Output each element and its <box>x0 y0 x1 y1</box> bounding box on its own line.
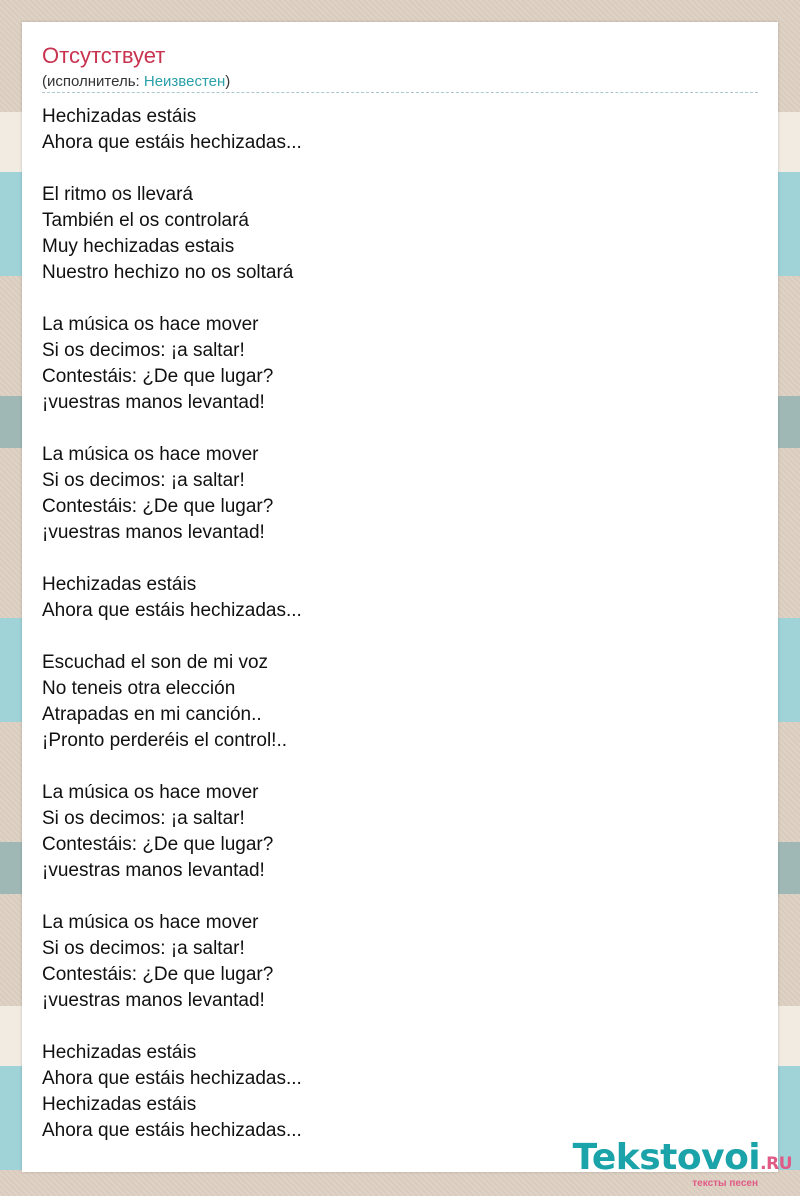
logo-tld: .RU <box>760 1154 792 1174</box>
lyric-line: Hechizadas estáis <box>42 574 197 595</box>
lyrics-body <box>42 104 742 1144</box>
lyric-line: Muy hechizadas estais <box>42 236 235 257</box>
title-divider <box>42 92 758 93</box>
lyric-line: También el os controlará <box>42 210 249 231</box>
lyric-line: Atrapadas en mi canción.. <box>42 704 262 725</box>
lyric-line: Contestáis: ¿De que lugar? <box>42 496 274 517</box>
lyric-line <box>42 624 742 650</box>
lyric-line <box>42 884 742 910</box>
artist-link[interactable]: Неизвестен <box>143 73 226 90</box>
logo-wordmark <box>572 1137 792 1182</box>
lyric-line <box>42 546 742 572</box>
lyric-line <box>42 286 742 312</box>
lyric-line: No teneis otra elección <box>42 678 236 699</box>
logo-tagline: тексты песен <box>692 1178 758 1189</box>
artist-suffix: ) <box>225 73 231 90</box>
lyric-line: La música os hace mover <box>42 314 259 335</box>
lyric-line: Hechizadas estáis <box>42 1094 197 1115</box>
lyric-line: ¡vuestras manos levantad! <box>42 860 265 881</box>
lyric-line: Si os decimos: ¡a saltar! <box>42 938 245 959</box>
lyric-line: Contestáis: ¿De que lugar? <box>42 834 274 855</box>
lyric-line: Ahora que estáis hechizadas... <box>42 1068 302 1089</box>
song-title: Отсутствует <box>42 43 166 68</box>
lyric-line: Si os decimos: ¡a saltar! <box>42 340 245 361</box>
lyric-line: Escuchad el son de mi voz <box>42 652 269 673</box>
lyric-line: La música os hace mover <box>42 782 259 803</box>
lyric-line: Hechizadas estáis <box>42 1042 197 1063</box>
lyric-line: Si os decimos: ¡a saltar! <box>42 470 245 491</box>
lyric-line: Hechizadas estáis <box>42 106 197 127</box>
lyric-line: ¡Pronto perderéis el control!.. <box>42 730 288 751</box>
lyric-line: Contestáis: ¿De que lugar? <box>42 366 274 387</box>
lyrics-card <box>22 22 778 1172</box>
lyric-line: La música os hace mover <box>42 912 259 933</box>
site-logo[interactable] <box>572 1137 792 1190</box>
lyric-line: La música os hace mover <box>42 444 259 465</box>
lyric-line: ¡vuestras manos levantad! <box>42 522 265 543</box>
lyric-line <box>42 754 742 780</box>
lyric-line <box>42 1014 742 1040</box>
artist-line <box>42 73 230 91</box>
lyric-line: ¡vuestras manos levantad! <box>42 990 265 1011</box>
lyric-line: El ritmo os llevará <box>42 184 193 205</box>
lyric-line: Ahora que estáis hechizadas... <box>42 1120 302 1141</box>
lyric-line: Contestáis: ¿De que lugar? <box>42 964 274 985</box>
lyric-line <box>42 156 742 182</box>
lyric-line: Ahora que estáis hechizadas... <box>42 132 302 153</box>
artist-prefix: (исполнитель: <box>42 73 144 90</box>
lyric-line: Nuestro hechizo no os soltará <box>42 262 294 283</box>
lyric-line <box>42 416 742 442</box>
lyric-line: ¡vuestras manos levantad! <box>42 392 265 413</box>
lyric-line: Ahora que estáis hechizadas... <box>42 600 302 621</box>
logo-name: Tekstovoi <box>572 1137 761 1178</box>
lyric-line: Si os decimos: ¡a saltar! <box>42 808 245 829</box>
